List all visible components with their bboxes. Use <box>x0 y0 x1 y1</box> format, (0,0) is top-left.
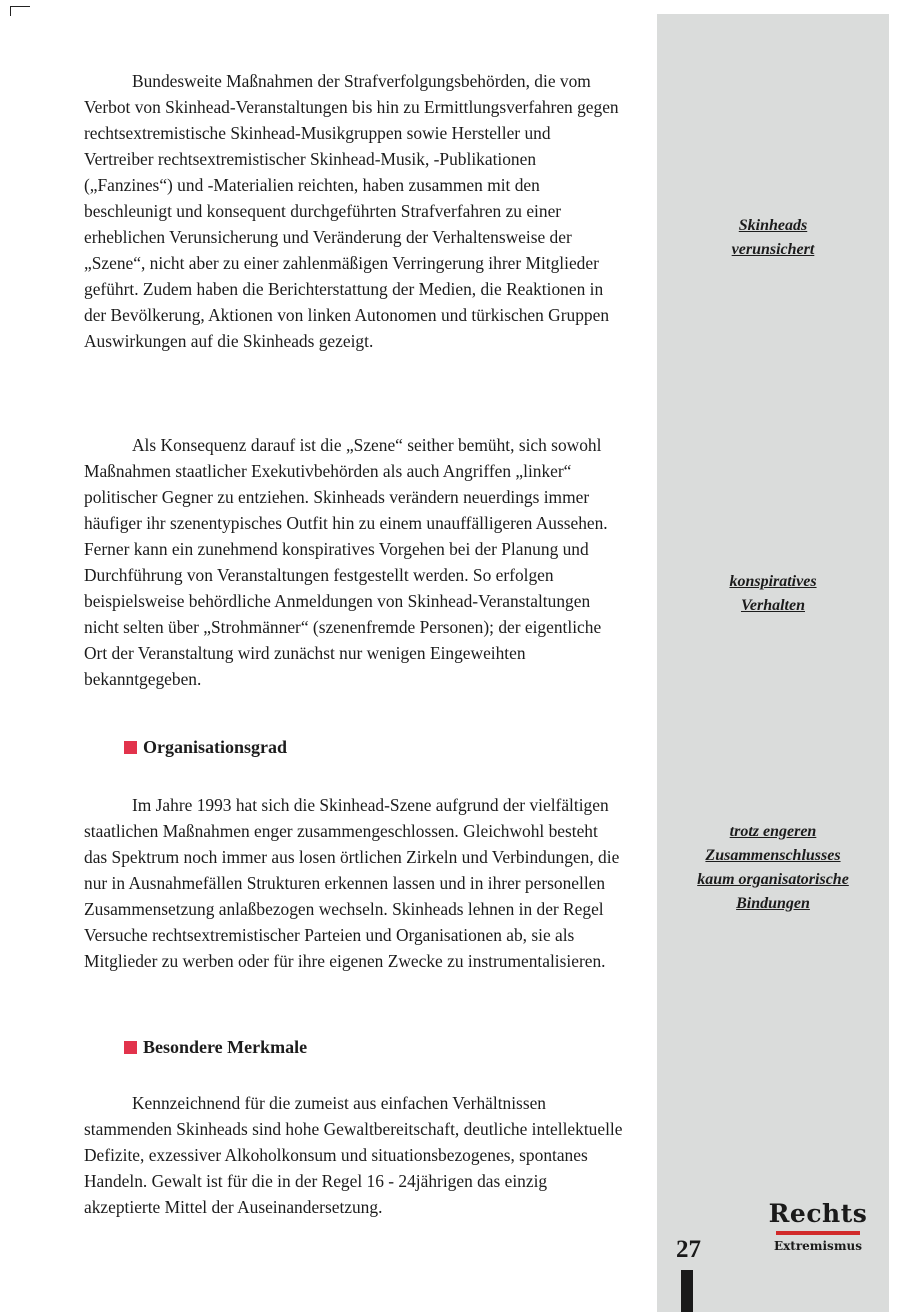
crop-mark <box>10 6 30 7</box>
margin-note-line: Verhalten <box>740 597 805 614</box>
margin-note-skinheads-verunsichert <box>657 214 889 262</box>
margin-note-line: Zusammenschlusses <box>705 847 841 864</box>
section-heading-text: Besondere Merkmale <box>143 1037 308 1057</box>
logo-title: Rechts <box>768 1199 868 1228</box>
section-heading-besondere-merkmale <box>124 1036 307 1058</box>
margin-note-konspiratives-verhalten <box>657 570 889 618</box>
paragraph-text: Im Jahre 1993 hat sich die Skinhead-Szene aufgrund der vielfältigen staatlichen Maßnahmen enger zusammengeschlossen. Gleichwohl besteht das Spektrum noch immer aus losen örtlichen Zirkeln und Verbindungen, die nur in Ausnahmefällen Strukturen erkennen lassen und in ihrer personellen Zusammensetzung anlaßbezogen wechseln. Skinheads lehnen in der Regel Versuche rechtsextremistischer Parteien und Organisationen ab, sie als Mitglieder zu werben oder für ihre eigenen Zwecke zu instrumentalisieren. <box>84 795 620 971</box>
margin-note-zusammenschluss <box>657 820 889 916</box>
section-heading-text: Organisationsgrad <box>143 737 288 757</box>
crop-mark <box>10 6 11 16</box>
square-bullet-icon <box>124 1041 137 1054</box>
paragraph-organisationsgrad <box>84 792 624 974</box>
paragraph-text: Bundesweite Maßnahmen der Strafverfolgungsbehörden, die vom Verbot von Skinhead-Veranstaltungen bis hin zu Ermittlungsverfahren gegen rechtsextremistische Skinhead-Musikgruppen sowie Hersteller und Vertreiber rechtsextremistischer Skinhead-Musik, -Publikationen („Fanzines“) und -Materialien reichten, haben zusammen mit den beschleunigt und konsequent durchgeführten Strafverfahren zu einer erheblichen Verunsicherung und Veränderung der Verhaltensweise der „Szene“, nicht aber zu einer zahlenmäßigen Verringerung ihrer Mitglieder geführt. Zudem haben die Berichterstattung der Medien, die Reaktionen in der Bevölkerung, Aktionen von linken Autonomen und türkischen Gruppen Auswirkungen auf die Skinheads gezeigt. <box>84 71 619 351</box>
section-heading-organisationsgrad <box>124 736 287 758</box>
margin-note-line: trotz engeren <box>729 823 817 840</box>
page-marker-bar <box>681 1270 693 1312</box>
margin-note-line: verunsichert <box>731 241 815 258</box>
margin-sidebar <box>657 14 889 1312</box>
square-bullet-icon <box>124 741 137 754</box>
margin-note-line: konspiratives <box>729 573 817 590</box>
paragraph-text: Kennzeichnend für die zumeist aus einfachen Verhältnissen stammenden Skinheads sind hohe Gewaltbereitschaft, deutliche intellektuelle Defizite, exzessiver Alkoholkonsum und situationsbezogenes, spontanes Handeln. Gewalt ist für die in der Regel 16 - 24jährigen das einzig akzeptierte Mittel der Auseinandersetzung. <box>84 1093 623 1217</box>
logo-accent-line <box>776 1231 860 1235</box>
paragraph-text: Als Konsequenz darauf ist die „Szene“ seither bemüht, sich sowohl Maßnahmen staatlicher Exekutivbehörden als auch Angriffen „linker“ politischer Gegner zu entziehen. Skinheads verändern neuerdings immer häufiger ihr szenentypisches Outfit hin zu einem unauffälligeren Aussehen. Ferner kann ein zunehmend konspiratives Vorgehen bei der Planung und Durchführung von Veranstaltungen festgestellt werden. So erfolgen beispielsweise behördliche Anmeldungen von Skinhead-Veranstaltungen nicht selten über „Strohmänner“ (szenenfremde Personen); der eigentliche Ort der Veranstaltung wird zunächst nur wenigen Eingeweihten bekanntgegeben. <box>84 435 608 689</box>
paragraph-konspiratives-verhalten <box>84 432 624 692</box>
margin-note-line: Skinheads <box>738 217 808 234</box>
page-number: 27 <box>676 1236 701 1263</box>
logo-subtitle: Extremismus <box>774 1239 862 1253</box>
paragraph-skinheads-verunsichert <box>84 68 624 354</box>
margin-note-line: kaum organisatorische <box>697 871 849 888</box>
rechtsextremismus-logo <box>768 1200 868 1262</box>
paragraph-besondere-merkmale <box>84 1090 624 1220</box>
margin-note-line: Bindungen <box>736 895 810 912</box>
